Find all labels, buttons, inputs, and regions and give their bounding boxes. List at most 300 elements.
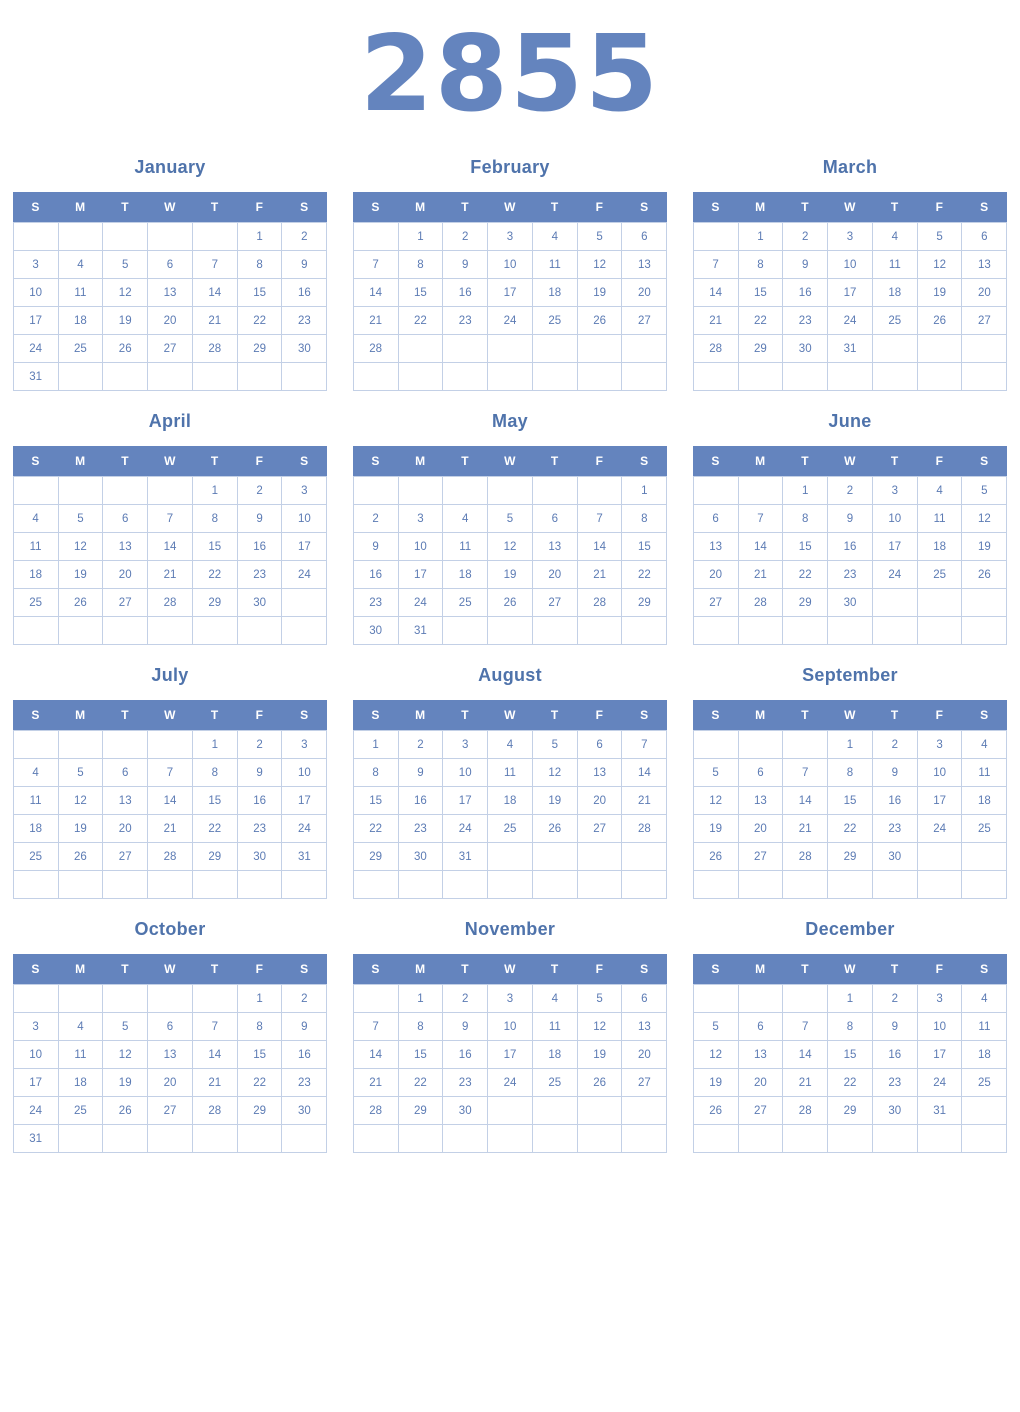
day-cell[interactable]: 24 <box>917 1069 962 1097</box>
day-cell[interactable]: 4 <box>443 505 488 533</box>
day-cell[interactable]: 13 <box>577 759 622 787</box>
day-cell[interactable]: 21 <box>693 307 738 335</box>
day-cell[interactable]: 25 <box>58 335 103 363</box>
day-cell[interactable]: 20 <box>103 815 148 843</box>
day-cell[interactable]: 18 <box>962 787 1007 815</box>
day-cell[interactable]: 23 <box>443 1069 488 1097</box>
day-cell[interactable]: 25 <box>962 815 1007 843</box>
day-cell[interactable]: 12 <box>103 1041 148 1069</box>
day-cell[interactable]: 9 <box>353 533 398 561</box>
day-cell[interactable]: 19 <box>577 279 622 307</box>
day-cell[interactable]: 14 <box>353 1041 398 1069</box>
day-cell[interactable]: 3 <box>443 731 488 759</box>
day-cell[interactable]: 21 <box>353 1069 398 1097</box>
day-cell[interactable]: 31 <box>282 843 327 871</box>
day-cell[interactable]: 29 <box>622 589 667 617</box>
day-cell[interactable]: 18 <box>872 279 917 307</box>
day-cell[interactable]: 15 <box>828 787 873 815</box>
day-cell[interactable]: 8 <box>828 1013 873 1041</box>
day-cell[interactable]: 7 <box>783 1013 828 1041</box>
day-cell[interactable]: 16 <box>282 279 327 307</box>
day-cell[interactable]: 7 <box>622 731 667 759</box>
day-cell[interactable]: 21 <box>738 561 783 589</box>
day-cell[interactable]: 3 <box>488 985 533 1013</box>
day-cell[interactable]: 20 <box>103 561 148 589</box>
day-cell[interactable]: 24 <box>917 815 962 843</box>
day-cell[interactable]: 11 <box>532 251 577 279</box>
day-cell[interactable]: 4 <box>962 985 1007 1013</box>
day-cell[interactable]: 27 <box>622 307 667 335</box>
day-cell[interactable]: 14 <box>738 533 783 561</box>
day-cell[interactable]: 14 <box>577 533 622 561</box>
day-cell[interactable]: 21 <box>622 787 667 815</box>
day-cell[interactable]: 5 <box>58 505 103 533</box>
day-cell[interactable]: 10 <box>13 279 58 307</box>
day-cell[interactable]: 19 <box>917 279 962 307</box>
day-cell[interactable]: 28 <box>148 589 193 617</box>
day-cell[interactable]: 30 <box>237 843 282 871</box>
day-cell[interactable]: 25 <box>13 589 58 617</box>
day-cell[interactable]: 19 <box>58 815 103 843</box>
day-cell[interactable]: 21 <box>148 815 193 843</box>
day-cell[interactable]: 21 <box>148 561 193 589</box>
day-cell[interactable]: 7 <box>738 505 783 533</box>
day-cell[interactable]: 10 <box>13 1041 58 1069</box>
day-cell[interactable]: 26 <box>962 561 1007 589</box>
day-cell[interactable]: 10 <box>443 759 488 787</box>
day-cell[interactable]: 12 <box>693 1041 738 1069</box>
day-cell[interactable]: 2 <box>872 985 917 1013</box>
day-cell[interactable]: 9 <box>828 505 873 533</box>
day-cell[interactable]: 26 <box>917 307 962 335</box>
day-cell[interactable]: 26 <box>693 843 738 871</box>
day-cell[interactable]: 21 <box>577 561 622 589</box>
day-cell[interactable]: 18 <box>58 307 103 335</box>
day-cell[interactable]: 10 <box>282 505 327 533</box>
day-cell[interactable]: 20 <box>738 1069 783 1097</box>
day-cell[interactable]: 5 <box>577 223 622 251</box>
day-cell[interactable]: 8 <box>828 759 873 787</box>
day-cell[interactable]: 22 <box>398 1069 443 1097</box>
day-cell[interactable]: 21 <box>783 815 828 843</box>
day-cell[interactable]: 19 <box>693 815 738 843</box>
day-cell[interactable]: 18 <box>917 533 962 561</box>
day-cell[interactable]: 13 <box>622 1013 667 1041</box>
day-cell[interactable]: 16 <box>282 1041 327 1069</box>
day-cell[interactable]: 23 <box>353 589 398 617</box>
day-cell[interactable]: 15 <box>237 279 282 307</box>
day-cell[interactable]: 27 <box>103 589 148 617</box>
day-cell[interactable]: 10 <box>872 505 917 533</box>
day-cell[interactable]: 8 <box>622 505 667 533</box>
day-cell[interactable]: 24 <box>398 589 443 617</box>
day-cell[interactable]: 11 <box>13 787 58 815</box>
day-cell[interactable]: 3 <box>917 731 962 759</box>
day-cell[interactable]: 2 <box>282 985 327 1013</box>
day-cell[interactable]: 8 <box>192 759 237 787</box>
day-cell[interactable]: 18 <box>532 279 577 307</box>
day-cell[interactable]: 1 <box>783 477 828 505</box>
day-cell[interactable]: 3 <box>282 477 327 505</box>
day-cell[interactable]: 23 <box>783 307 828 335</box>
day-cell[interactable]: 23 <box>398 815 443 843</box>
day-cell[interactable]: 29 <box>353 843 398 871</box>
day-cell[interactable]: 7 <box>353 1013 398 1041</box>
day-cell[interactable]: 28 <box>353 1097 398 1125</box>
day-cell[interactable]: 5 <box>962 477 1007 505</box>
day-cell[interactable]: 27 <box>693 589 738 617</box>
day-cell[interactable]: 8 <box>353 759 398 787</box>
day-cell[interactable]: 31 <box>828 335 873 363</box>
day-cell[interactable]: 12 <box>577 1013 622 1041</box>
day-cell[interactable]: 1 <box>738 223 783 251</box>
day-cell[interactable]: 23 <box>282 307 327 335</box>
day-cell[interactable]: 6 <box>148 1013 193 1041</box>
day-cell[interactable]: 28 <box>783 1097 828 1125</box>
day-cell[interactable]: 26 <box>577 1069 622 1097</box>
day-cell[interactable]: 3 <box>13 1013 58 1041</box>
day-cell[interactable]: 24 <box>443 815 488 843</box>
day-cell[interactable]: 19 <box>962 533 1007 561</box>
day-cell[interactable]: 11 <box>443 533 488 561</box>
day-cell[interactable]: 13 <box>693 533 738 561</box>
day-cell[interactable]: 30 <box>282 1097 327 1125</box>
day-cell[interactable]: 13 <box>103 533 148 561</box>
day-cell[interactable]: 1 <box>398 223 443 251</box>
day-cell[interactable]: 11 <box>58 1041 103 1069</box>
day-cell[interactable]: 28 <box>693 335 738 363</box>
day-cell[interactable]: 23 <box>282 1069 327 1097</box>
day-cell[interactable]: 12 <box>577 251 622 279</box>
day-cell[interactable]: 16 <box>237 533 282 561</box>
day-cell[interactable]: 18 <box>532 1041 577 1069</box>
day-cell[interactable]: 11 <box>917 505 962 533</box>
day-cell[interactable]: 10 <box>828 251 873 279</box>
day-cell[interactable]: 28 <box>622 815 667 843</box>
day-cell[interactable]: 10 <box>488 251 533 279</box>
day-cell[interactable]: 17 <box>917 1041 962 1069</box>
day-cell[interactable]: 14 <box>353 279 398 307</box>
day-cell[interactable]: 19 <box>577 1041 622 1069</box>
day-cell[interactable]: 9 <box>282 251 327 279</box>
day-cell[interactable]: 2 <box>237 731 282 759</box>
day-cell[interactable]: 25 <box>872 307 917 335</box>
day-cell[interactable]: 3 <box>917 985 962 1013</box>
day-cell[interactable]: 6 <box>532 505 577 533</box>
day-cell[interactable]: 8 <box>738 251 783 279</box>
day-cell[interactable]: 6 <box>577 731 622 759</box>
day-cell[interactable]: 13 <box>962 251 1007 279</box>
day-cell[interactable]: 27 <box>148 1097 193 1125</box>
day-cell[interactable]: 30 <box>443 1097 488 1125</box>
day-cell[interactable]: 13 <box>738 1041 783 1069</box>
day-cell[interactable]: 28 <box>738 589 783 617</box>
day-cell[interactable]: 17 <box>828 279 873 307</box>
day-cell[interactable]: 16 <box>398 787 443 815</box>
day-cell[interactable]: 26 <box>103 335 148 363</box>
day-cell[interactable]: 24 <box>828 307 873 335</box>
day-cell[interactable]: 29 <box>398 1097 443 1125</box>
day-cell[interactable]: 6 <box>622 223 667 251</box>
day-cell[interactable]: 24 <box>488 1069 533 1097</box>
day-cell[interactable]: 22 <box>828 815 873 843</box>
day-cell[interactable]: 2 <box>872 731 917 759</box>
day-cell[interactable]: 17 <box>13 1069 58 1097</box>
day-cell[interactable]: 22 <box>237 1069 282 1097</box>
day-cell[interactable]: 7 <box>148 759 193 787</box>
day-cell[interactable]: 5 <box>103 1013 148 1041</box>
day-cell[interactable]: 14 <box>148 533 193 561</box>
day-cell[interactable]: 26 <box>58 843 103 871</box>
day-cell[interactable]: 12 <box>532 759 577 787</box>
day-cell[interactable]: 27 <box>622 1069 667 1097</box>
day-cell[interactable]: 29 <box>828 1097 873 1125</box>
day-cell[interactable]: 16 <box>783 279 828 307</box>
day-cell[interactable]: 27 <box>962 307 1007 335</box>
day-cell[interactable]: 9 <box>872 1013 917 1041</box>
day-cell[interactable]: 15 <box>622 533 667 561</box>
day-cell[interactable]: 5 <box>532 731 577 759</box>
day-cell[interactable]: 22 <box>738 307 783 335</box>
day-cell[interactable]: 25 <box>13 843 58 871</box>
day-cell[interactable]: 14 <box>783 1041 828 1069</box>
day-cell[interactable]: 25 <box>917 561 962 589</box>
day-cell[interactable]: 20 <box>962 279 1007 307</box>
day-cell[interactable]: 18 <box>962 1041 1007 1069</box>
day-cell[interactable]: 14 <box>622 759 667 787</box>
day-cell[interactable]: 23 <box>237 561 282 589</box>
day-cell[interactable]: 24 <box>13 335 58 363</box>
day-cell[interactable]: 6 <box>103 759 148 787</box>
day-cell[interactable]: 7 <box>148 505 193 533</box>
day-cell[interactable]: 23 <box>872 1069 917 1097</box>
day-cell[interactable]: 21 <box>783 1069 828 1097</box>
day-cell[interactable]: 2 <box>282 223 327 251</box>
day-cell[interactable]: 10 <box>398 533 443 561</box>
day-cell[interactable]: 18 <box>13 815 58 843</box>
day-cell[interactable]: 22 <box>398 307 443 335</box>
day-cell[interactable]: 27 <box>738 1097 783 1125</box>
day-cell[interactable]: 8 <box>237 1013 282 1041</box>
day-cell[interactable]: 9 <box>443 251 488 279</box>
day-cell[interactable]: 19 <box>103 1069 148 1097</box>
day-cell[interactable]: 5 <box>693 759 738 787</box>
day-cell[interactable]: 26 <box>103 1097 148 1125</box>
day-cell[interactable]: 6 <box>103 505 148 533</box>
day-cell[interactable]: 17 <box>398 561 443 589</box>
day-cell[interactable]: 20 <box>532 561 577 589</box>
day-cell[interactable]: 29 <box>192 843 237 871</box>
day-cell[interactable]: 10 <box>917 759 962 787</box>
day-cell[interactable]: 17 <box>488 1041 533 1069</box>
day-cell[interactable]: 1 <box>192 477 237 505</box>
day-cell[interactable]: 5 <box>577 985 622 1013</box>
day-cell[interactable]: 28 <box>783 843 828 871</box>
day-cell[interactable]: 7 <box>192 1013 237 1041</box>
day-cell[interactable]: 3 <box>488 223 533 251</box>
day-cell[interactable]: 12 <box>693 787 738 815</box>
day-cell[interactable]: 9 <box>237 759 282 787</box>
day-cell[interactable]: 29 <box>783 589 828 617</box>
day-cell[interactable]: 16 <box>872 787 917 815</box>
day-cell[interactable]: 7 <box>783 759 828 787</box>
day-cell[interactable]: 4 <box>872 223 917 251</box>
day-cell[interactable]: 4 <box>58 251 103 279</box>
day-cell[interactable]: 17 <box>488 279 533 307</box>
day-cell[interactable]: 22 <box>828 1069 873 1097</box>
day-cell[interactable]: 24 <box>13 1097 58 1125</box>
day-cell[interactable]: 25 <box>532 307 577 335</box>
day-cell[interactable]: 1 <box>192 731 237 759</box>
day-cell[interactable]: 12 <box>103 279 148 307</box>
day-cell[interactable]: 9 <box>872 759 917 787</box>
day-cell[interactable]: 19 <box>532 787 577 815</box>
day-cell[interactable]: 6 <box>962 223 1007 251</box>
day-cell[interactable]: 15 <box>828 1041 873 1069</box>
day-cell[interactable]: 9 <box>398 759 443 787</box>
day-cell[interactable]: 4 <box>13 505 58 533</box>
day-cell[interactable]: 26 <box>693 1097 738 1125</box>
day-cell[interactable]: 2 <box>353 505 398 533</box>
day-cell[interactable]: 31 <box>13 363 58 391</box>
day-cell[interactable]: 27 <box>738 843 783 871</box>
day-cell[interactable]: 17 <box>282 533 327 561</box>
day-cell[interactable]: 2 <box>443 223 488 251</box>
day-cell[interactable]: 18 <box>13 561 58 589</box>
day-cell[interactable]: 2 <box>828 477 873 505</box>
day-cell[interactable]: 11 <box>488 759 533 787</box>
day-cell[interactable]: 27 <box>103 843 148 871</box>
day-cell[interactable]: 5 <box>693 1013 738 1041</box>
day-cell[interactable]: 4 <box>917 477 962 505</box>
day-cell[interactable]: 22 <box>353 815 398 843</box>
day-cell[interactable]: 21 <box>353 307 398 335</box>
day-cell[interactable]: 1 <box>828 985 873 1013</box>
day-cell[interactable]: 29 <box>192 589 237 617</box>
day-cell[interactable]: 22 <box>622 561 667 589</box>
day-cell[interactable]: 3 <box>398 505 443 533</box>
day-cell[interactable]: 14 <box>693 279 738 307</box>
day-cell[interactable]: 6 <box>622 985 667 1013</box>
day-cell[interactable]: 31 <box>398 617 443 645</box>
day-cell[interactable]: 26 <box>577 307 622 335</box>
day-cell[interactable]: 17 <box>282 787 327 815</box>
day-cell[interactable]: 13 <box>622 251 667 279</box>
day-cell[interactable]: 13 <box>532 533 577 561</box>
day-cell[interactable]: 20 <box>148 1069 193 1097</box>
day-cell[interactable]: 22 <box>192 561 237 589</box>
day-cell[interactable]: 8 <box>398 1013 443 1041</box>
day-cell[interactable]: 29 <box>828 843 873 871</box>
day-cell[interactable]: 31 <box>443 843 488 871</box>
day-cell[interactable]: 29 <box>237 1097 282 1125</box>
day-cell[interactable]: 1 <box>237 223 282 251</box>
day-cell[interactable]: 21 <box>192 1069 237 1097</box>
day-cell[interactable]: 13 <box>148 1041 193 1069</box>
day-cell[interactable]: 31 <box>917 1097 962 1125</box>
day-cell[interactable]: 8 <box>398 251 443 279</box>
day-cell[interactable]: 5 <box>58 759 103 787</box>
day-cell[interactable]: 29 <box>738 335 783 363</box>
day-cell[interactable]: 30 <box>353 617 398 645</box>
day-cell[interactable]: 15 <box>237 1041 282 1069</box>
day-cell[interactable]: 25 <box>488 815 533 843</box>
day-cell[interactable]: 30 <box>872 843 917 871</box>
day-cell[interactable]: 12 <box>488 533 533 561</box>
day-cell[interactable]: 16 <box>443 279 488 307</box>
day-cell[interactable]: 23 <box>237 815 282 843</box>
day-cell[interactable]: 25 <box>58 1097 103 1125</box>
day-cell[interactable]: 30 <box>783 335 828 363</box>
day-cell[interactable]: 28 <box>192 335 237 363</box>
day-cell[interactable]: 17 <box>443 787 488 815</box>
day-cell[interactable]: 8 <box>237 251 282 279</box>
day-cell[interactable]: 17 <box>917 787 962 815</box>
day-cell[interactable]: 26 <box>58 589 103 617</box>
day-cell[interactable]: 26 <box>488 589 533 617</box>
day-cell[interactable]: 1 <box>622 477 667 505</box>
day-cell[interactable]: 4 <box>532 985 577 1013</box>
day-cell[interactable]: 27 <box>577 815 622 843</box>
day-cell[interactable]: 6 <box>738 759 783 787</box>
day-cell[interactable]: 12 <box>58 787 103 815</box>
day-cell[interactable]: 4 <box>13 759 58 787</box>
day-cell[interactable]: 4 <box>58 1013 103 1041</box>
day-cell[interactable]: 3 <box>282 731 327 759</box>
day-cell[interactable]: 6 <box>693 505 738 533</box>
day-cell[interactable]: 28 <box>192 1097 237 1125</box>
day-cell[interactable]: 15 <box>398 1041 443 1069</box>
day-cell[interactable]: 20 <box>577 787 622 815</box>
day-cell[interactable]: 8 <box>192 505 237 533</box>
day-cell[interactable]: 15 <box>192 533 237 561</box>
day-cell[interactable]: 19 <box>103 307 148 335</box>
day-cell[interactable]: 1 <box>398 985 443 1013</box>
day-cell[interactable]: 25 <box>443 589 488 617</box>
day-cell[interactable]: 11 <box>532 1013 577 1041</box>
day-cell[interactable]: 7 <box>353 251 398 279</box>
day-cell[interactable]: 9 <box>783 251 828 279</box>
day-cell[interactable]: 11 <box>58 279 103 307</box>
day-cell[interactable]: 27 <box>148 335 193 363</box>
day-cell[interactable]: 30 <box>828 589 873 617</box>
day-cell[interactable]: 22 <box>192 815 237 843</box>
day-cell[interactable]: 9 <box>282 1013 327 1041</box>
day-cell[interactable]: 10 <box>282 759 327 787</box>
day-cell[interactable]: 29 <box>237 335 282 363</box>
day-cell[interactable]: 13 <box>103 787 148 815</box>
day-cell[interactable]: 14 <box>192 279 237 307</box>
day-cell[interactable]: 31 <box>13 1125 58 1153</box>
day-cell[interactable]: 4 <box>962 731 1007 759</box>
day-cell[interactable]: 10 <box>917 1013 962 1041</box>
day-cell[interactable]: 23 <box>828 561 873 589</box>
day-cell[interactable]: 17 <box>13 307 58 335</box>
day-cell[interactable]: 5 <box>103 251 148 279</box>
day-cell[interactable]: 2 <box>398 731 443 759</box>
day-cell[interactable]: 4 <box>532 223 577 251</box>
day-cell[interactable]: 13 <box>738 787 783 815</box>
day-cell[interactable]: 8 <box>783 505 828 533</box>
day-cell[interactable]: 2 <box>783 223 828 251</box>
day-cell[interactable]: 9 <box>443 1013 488 1041</box>
day-cell[interactable]: 25 <box>962 1069 1007 1097</box>
day-cell[interactable]: 6 <box>148 251 193 279</box>
day-cell[interactable]: 25 <box>532 1069 577 1097</box>
day-cell[interactable]: 28 <box>148 843 193 871</box>
day-cell[interactable]: 7 <box>693 251 738 279</box>
day-cell[interactable]: 24 <box>282 815 327 843</box>
